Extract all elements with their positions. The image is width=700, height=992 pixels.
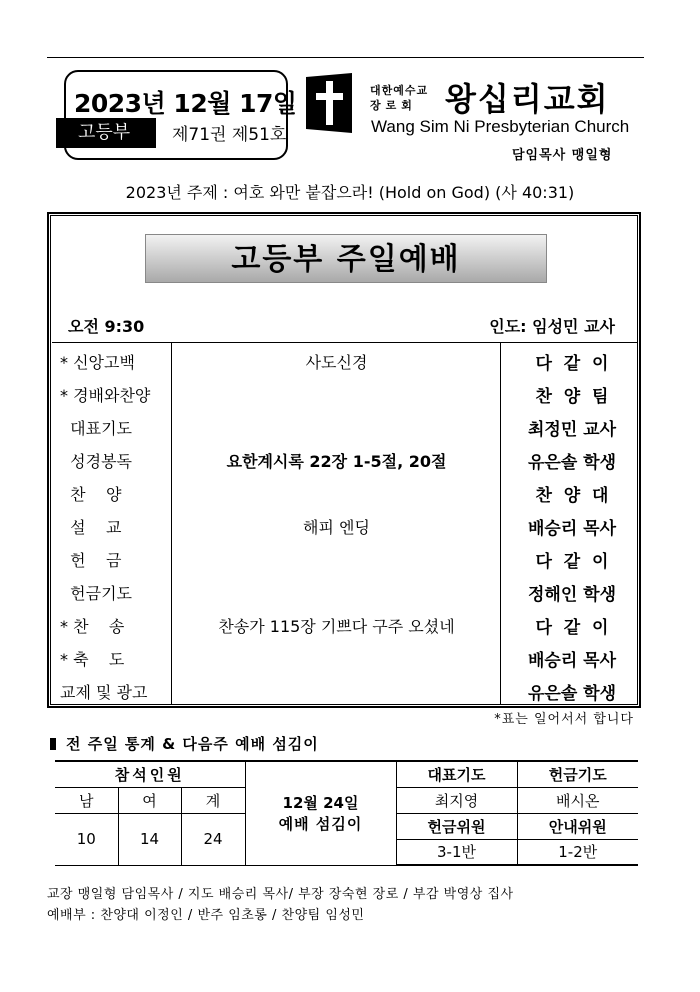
- order-row: [52, 475, 637, 508]
- order-item: 찬 양: [60, 485, 122, 504]
- service-time: 오전 9:30: [68, 317, 145, 336]
- order-row: [52, 673, 637, 706]
- square-bullet-icon: [50, 738, 56, 750]
- order-item: 교제 및 광고: [60, 683, 148, 702]
- total-count: 24: [181, 813, 245, 865]
- denomination-line2: 장로회: [370, 99, 417, 112]
- department-label: 고등부: [56, 118, 156, 148]
- order-item: * 축 도: [60, 650, 125, 669]
- offering-label: 헌금위원: [396, 813, 517, 839]
- year-theme: 2023년 주제 : 여호 와만 붙잡으라! (Hold on God) (사 40:31): [125, 183, 575, 202]
- male-count: 10: [55, 813, 118, 865]
- order-row: [52, 607, 637, 640]
- order-person: 유은솔 학생: [527, 453, 617, 473]
- order-person: 찬 양 대: [535, 486, 609, 506]
- order-item: 성경봉독: [60, 452, 132, 471]
- order-item: 설 교: [60, 518, 122, 537]
- next-week-label: 예배 섬김이: [278, 815, 363, 834]
- offering-prayer-name: 배시온: [517, 787, 638, 813]
- order-item: * 찬 송: [60, 617, 125, 636]
- volume-number: 제71권 제51호: [172, 125, 287, 145]
- order-row: [52, 409, 637, 442]
- female-count: 14: [118, 813, 181, 865]
- order-person: 다 같 이: [535, 552, 609, 572]
- order-content: 요한계시록 22장 1-5절, 20절: [226, 452, 447, 471]
- order-row: [52, 541, 637, 574]
- order-item: * 신앙고백: [60, 353, 135, 372]
- order-person: 다 같 이: [535, 354, 609, 374]
- prayer-label: 대표기도: [396, 761, 517, 787]
- order-item: * 경배와찬양: [60, 386, 151, 405]
- order-item: 대표기도: [60, 419, 132, 438]
- church-name: 왕십리교회: [445, 80, 610, 118]
- top-divider: [47, 57, 644, 58]
- church-cross-logo: [302, 73, 358, 133]
- female-label: 여: [118, 787, 181, 813]
- total-label: 계: [181, 787, 245, 813]
- order-person: 배승리 목사: [527, 519, 617, 539]
- offering-prayer-label: 헌금기도: [517, 761, 638, 787]
- service-title: 고등부 주일예배: [145, 234, 547, 283]
- order-person: 찬 양 팀: [535, 387, 609, 407]
- denomination-line1: 대한예수교: [370, 84, 429, 97]
- male-label: 남: [55, 787, 118, 813]
- order-item: 헌금기도: [60, 584, 132, 603]
- stats-section-title: [50, 733, 319, 754]
- worship-team-line: 예배부 : 찬양대 이정인 / 반주 임초롱 / 찬양팀 임성민: [47, 908, 365, 923]
- order-row: [52, 508, 637, 541]
- order-row: [52, 376, 637, 409]
- order-person: 배승리 목사: [527, 651, 617, 671]
- standing-note: *표는 일어서서 합니다: [494, 712, 634, 727]
- senior-pastor: 담임목사 맹일형: [512, 148, 613, 163]
- order-person: 유은솔 학생: [527, 684, 617, 704]
- stats-title-text: 전 주일 통계 & 다음주 예배 섬김이: [66, 735, 319, 753]
- order-content: 해피 엔딩: [303, 518, 370, 537]
- prayer-name: 최지영: [396, 787, 517, 813]
- staff-line: 교장 맹일형 담임목사 / 지도 배승리 목사/ 부장 장숙현 장로 / 부감 박영상 집사: [47, 887, 514, 902]
- usher-class: 1-2반: [517, 839, 638, 865]
- order-content: 찬송가 115장 기쁘다 구주 오셨네: [218, 617, 455, 636]
- service-leader: 인도: 임성민 교사: [489, 317, 615, 336]
- order-content: 사도신경: [305, 353, 368, 372]
- order-item: 헌 금: [60, 551, 122, 570]
- offering-class: 3-1반: [396, 839, 517, 865]
- usher-label: 안내위원: [517, 813, 638, 839]
- order-person: 최정민 교사: [527, 420, 617, 440]
- church-name-english: Wang Sim Ni Presbyterian Church: [371, 117, 630, 136]
- next-week-cell: [245, 761, 396, 865]
- order-person: 다 같 이: [535, 618, 609, 638]
- order-row: [52, 640, 637, 673]
- stats-table: [55, 760, 638, 866]
- order-row: [52, 574, 637, 607]
- order-row: [52, 442, 637, 475]
- bulletin-date: 2023년 12월 17일: [74, 89, 297, 118]
- next-week-date: 12월 24일: [282, 794, 359, 813]
- order-row: [52, 343, 637, 376]
- attendance-header: 참석인원: [55, 761, 245, 787]
- order-person: 정해인 학생: [527, 585, 617, 605]
